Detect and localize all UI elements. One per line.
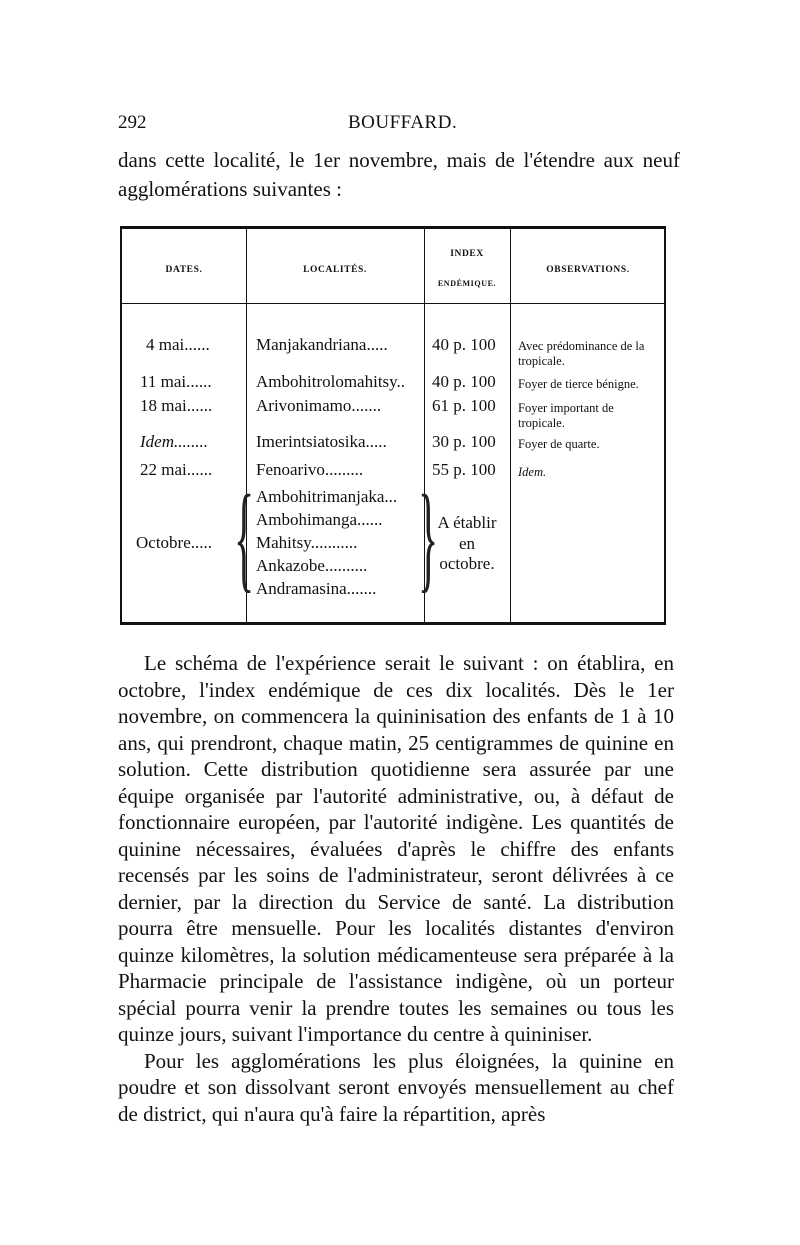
body-paragraph: Pour les agglomérations les plus éloignées, la quinine en poudre et son dissolvant seront envoyés mensuellement au chef de district, qui n'aura qu'à faire la répartition, après — [118, 1048, 674, 1126]
group-localite: Mahitsy........... — [256, 533, 358, 552]
row-observation: Idem. — [518, 465, 547, 479]
localities-table — [120, 226, 666, 625]
row-date: 22 mai...... — [140, 460, 213, 479]
page-number: 292 — [118, 112, 147, 133]
intro-paragraph: dans cette localité, le 1er novembre, mais de l'étendre aux neuf agglomérations suivantes : — [118, 148, 680, 201]
header-dates: DATES. — [165, 265, 203, 275]
row-date: 18 mai...... — [140, 396, 213, 415]
group-index-line: octobre. — [439, 554, 495, 573]
column-rule — [510, 229, 511, 622]
row-observation: Foyer important de tropicale. — [518, 401, 614, 430]
row-date: Idem........ — [140, 432, 208, 451]
group-index-line: en — [458, 534, 476, 553]
row-localite: Arivonimamo....... — [256, 396, 382, 415]
body-paragraph: Le schéma de l'expérience serait le suivant : on établira, en octobre, l'index endémique de ces dix localités. Dès le 1er novembre, on commencera la quininisation des enfants de 1 à 10 ans, qui prendront, chaque matin, 25 centigrammes de quinine en solution. Cette distribution quotidienne sera assurée par une équipe organisée par l'autorité administrative, ou, à défaut de fonctionnaire européen, par l'autorité indigène. Les quantités de quinine nécessaires, évaluées d'après le chiffre des enfants recensés par les soins de l'administrateur, seront délivrées à ce dernier, par la direction du Service de santé. La distribution pourra être mensuelle. Pour les localités distantes d'environ quinze kilomètres, la solution médicamenteuse sera préparée à la Pharmacie principale de l'assistance indigène, où un porteur spécial pourra venir la prendre toutes les semaines ou tous les quinze jours, suivant l'importance du centre à quininiser. — [118, 651, 674, 1046]
row-localite: Imerintsiatosika..... — [256, 432, 387, 451]
group-localite: Ankazobe.......... — [256, 556, 368, 575]
row-index: 40 p. 100 — [432, 335, 496, 354]
group-date: Octobre..... — [136, 533, 213, 552]
group-localite: Andramasina....... — [256, 579, 377, 598]
row-date: 11 mai...... — [140, 372, 212, 391]
row-date: 4 mai...... — [146, 335, 210, 354]
row-index: 61 p. 100 — [432, 396, 496, 415]
group-localite: Ambohitrimanjaka... — [256, 487, 398, 506]
running-head — [118, 112, 668, 138]
row-index: 30 p. 100 — [432, 432, 496, 451]
row-observation: Foyer de quarte. — [518, 437, 600, 451]
row-observation: Avec prédominance de la tropicale. — [518, 339, 645, 368]
left-brace-icon: { — [234, 470, 255, 603]
row-index: 40 p. 100 — [432, 372, 496, 391]
body-text — [118, 650, 674, 1127]
group-localite: Ambohimanga...... — [256, 510, 383, 529]
right-brace-icon: } — [418, 470, 439, 603]
row-localite: Manjakandriana..... — [256, 335, 388, 354]
row-index: 55 p. 100 — [432, 460, 496, 479]
group-index-line: A établir — [437, 513, 497, 532]
header-localites: LOCALITÉS. — [303, 265, 367, 275]
row-localite: Ambohitrolomahitsy.. — [256, 372, 406, 391]
header-index-line1: INDEX — [450, 249, 484, 259]
header-rule — [122, 303, 664, 304]
header-index-line2: ENDÉMIQUE. — [437, 279, 497, 288]
header-observations: OBSERVATIONS. — [546, 265, 630, 275]
row-localite: Fenoarivo......... — [256, 460, 364, 479]
running-title: BOUFFARD. — [348, 112, 458, 133]
row-observation: Foyer de tierce bénigne. — [518, 377, 639, 391]
